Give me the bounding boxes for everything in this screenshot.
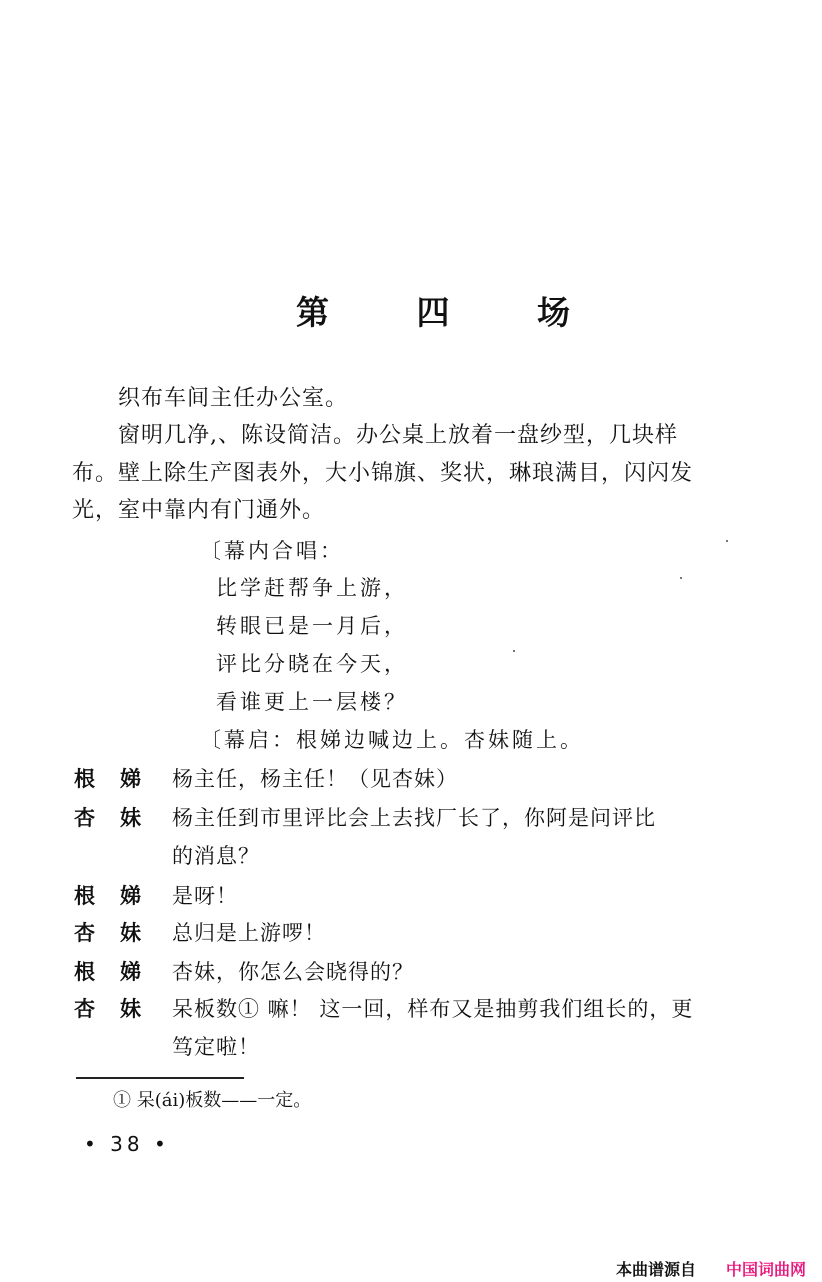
speaker-char: 杏 <box>74 997 95 1021</box>
speaker-label <box>74 802 166 832</box>
speaker-char: 根 <box>74 884 95 908</box>
speaker-char: 妹 <box>120 921 141 945</box>
dialogue-line-cont: 笃定啦！ <box>172 1035 260 1059</box>
dialogue-line: 是呀！ <box>172 884 238 908</box>
speaker-char: 根 <box>74 767 95 791</box>
setting-line-4: 光，室中靠内有门通外。 <box>72 498 326 523</box>
speaker-char: 娣 <box>120 767 141 791</box>
dialogue-line: 杏妹，你怎么会晓得的？ <box>172 960 414 984</box>
speaker-label <box>74 763 166 793</box>
chorus-line-3: 评比分晓在今天， <box>216 652 408 676</box>
scene-title: 第 四 场 <box>296 293 608 332</box>
stage-direction-chorus: 〔幕内合唱： <box>200 539 344 563</box>
setting-line-2: 窗明几净,、陈设简洁。办公桌上放着一盘纱型，几块样 <box>118 423 678 448</box>
speaker-label <box>74 956 166 986</box>
page-number: • 38 • <box>84 1132 170 1156</box>
scan-speck <box>680 577 682 579</box>
dialogue-line-cont: 的消息？ <box>172 844 260 868</box>
dialogue-line: 杨主任，杨主任！（见杏妹） <box>172 767 458 791</box>
speaker-label <box>74 880 166 910</box>
scan-speck <box>513 650 515 652</box>
speaker-label <box>74 993 166 1023</box>
speaker-char: 杏 <box>74 921 95 945</box>
footnote-divider <box>76 1077 244 1079</box>
dialogue-line: 呆板数① 嘛！ 这一回，样布又是抽剪我们组长的，更 <box>172 997 694 1021</box>
stage-direction-entrance: 〔幕启：根娣边喊边上。杏妹随上。 <box>200 728 584 752</box>
setting-line-1: 织布车间主任办公室。 <box>118 386 349 411</box>
speaker-label <box>74 917 166 947</box>
chorus-line-2: 转眼已是一月后， <box>216 614 408 638</box>
scan-speck <box>726 540 728 542</box>
dialogue-line: 总归是上游啰！ <box>172 921 326 945</box>
watermark-prefix: 本曲谱源自 <box>616 1260 697 1279</box>
speaker-char: 杏 <box>74 806 95 830</box>
speaker-char: 妹 <box>120 997 141 1021</box>
setting-line-3: 布。壁上除生产图表外，大小锦旗、奖状，琳琅满目，闪闪发 <box>72 461 694 486</box>
chorus-line-4: 看谁更上一层楼？ <box>216 690 408 714</box>
speaker-char: 娣 <box>120 960 141 984</box>
speaker-char: 根 <box>74 960 95 984</box>
chorus-line-1: 比学赶帮争上游， <box>216 576 408 600</box>
speaker-char: 妹 <box>120 806 141 830</box>
dialogue-line: 杨主任到市里评比会上去找厂长了，你阿是问评比 <box>172 806 656 830</box>
footnote: ① 呆(ái)板数——一定。 <box>113 1090 312 1111</box>
watermark-site-link[interactable]: 中国词曲网 <box>726 1260 807 1279</box>
speaker-char: 娣 <box>120 884 141 908</box>
